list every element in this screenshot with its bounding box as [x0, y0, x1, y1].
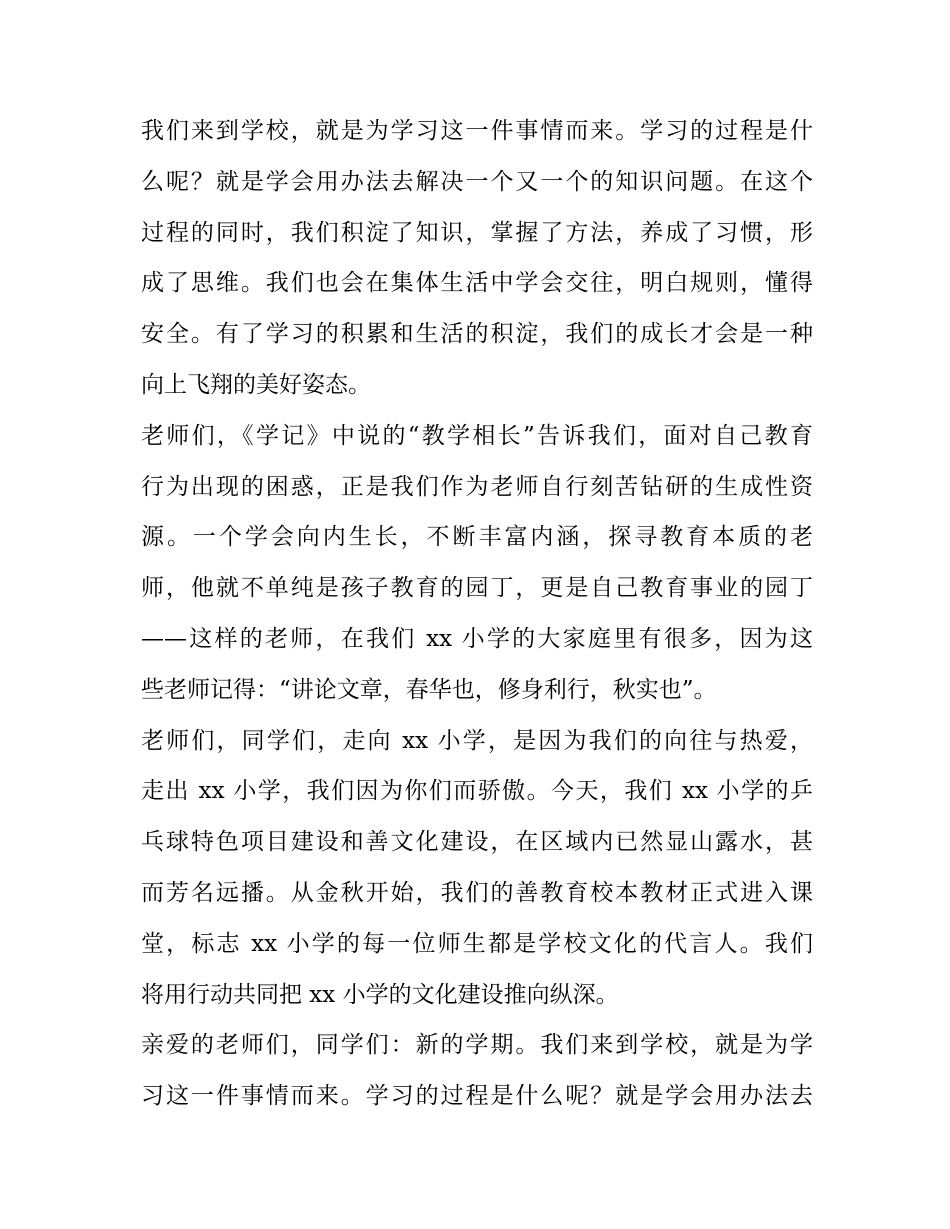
paragraph-line: 老师们，同学们，走向 xx 小学，是因为我们的向往与热爱，: [141, 727, 813, 754]
paragraph-3: [141, 716, 813, 1021]
paragraph-line: 而芳名远播。从金秋开始，我们的善教育校本教材正式进入课: [141, 879, 813, 906]
paragraph-1: [141, 106, 813, 411]
paragraph-line: 走出 xx 小学，我们因为你们而骄傲。今天，我们 xx 小学的乒: [141, 778, 813, 805]
paragraph-line: 源。一个学会向内生长，不断丰富内涵，探寻教育本质的老: [141, 524, 813, 551]
paragraph-line: 我们来到学校，就是为学习这一件事情而来。学习的过程是什: [141, 118, 813, 144]
paragraph-line: 习这一件事情而来。学习的过程是什么呢？就是学会用办法去: [141, 1083, 813, 1110]
paragraph-line: 堂，标志 xx 小学的每一位师生都是学校文化的代言人。我们: [141, 930, 813, 957]
paragraph-line: 亲爱的老师们，同学们：新的学期。我们来到学校，就是为学: [141, 1032, 813, 1059]
paragraph-line: 师，他就不单纯是孩子教育的园丁，更是自己教育事业的园丁: [141, 575, 813, 602]
paragraph-line: 将用行动共同把 xx 小学的文化建设推向纵深。: [141, 981, 619, 1008]
paragraph-line: 么呢？就是学会用办法去解决一个又一个的知识问题。在这个: [141, 168, 813, 195]
paragraph-2: [141, 411, 813, 716]
paragraph-line: 乓球特色项目建设和善文化建设，在区域内已然显山露水，甚: [141, 829, 813, 856]
paragraph-line: 过程的同时，我们积淀了知识，掌握了方法，养成了习惯，形: [141, 219, 813, 246]
paragraph-line: 老师们，《学记》中说的“教学相长”告诉我们，面对自己教育: [141, 422, 813, 449]
paragraph-line: 些老师记得：“讲论文章，春华也，修身利行，秋实也”。: [141, 676, 717, 703]
paragraph-line: 行为出现的困惑，正是我们作为老师自行刻苦钻研的生成性资: [141, 473, 813, 500]
paragraph-4: [141, 1020, 813, 1122]
paragraph-line: 成了思维。我们也会在集体生活中学会交往，明白规则，懂得: [141, 270, 813, 297]
paragraph-line: 安全。有了学习的积累和生活的积淀，我们的成长才会是一种: [141, 321, 813, 348]
paragraph-line: 向上飞翔的美好姿态。: [141, 371, 371, 398]
document-body: [141, 106, 813, 1122]
paragraph-line: ——这样的老师，在我们 xx 小学的大家庭里有很多，因为这: [141, 625, 813, 652]
